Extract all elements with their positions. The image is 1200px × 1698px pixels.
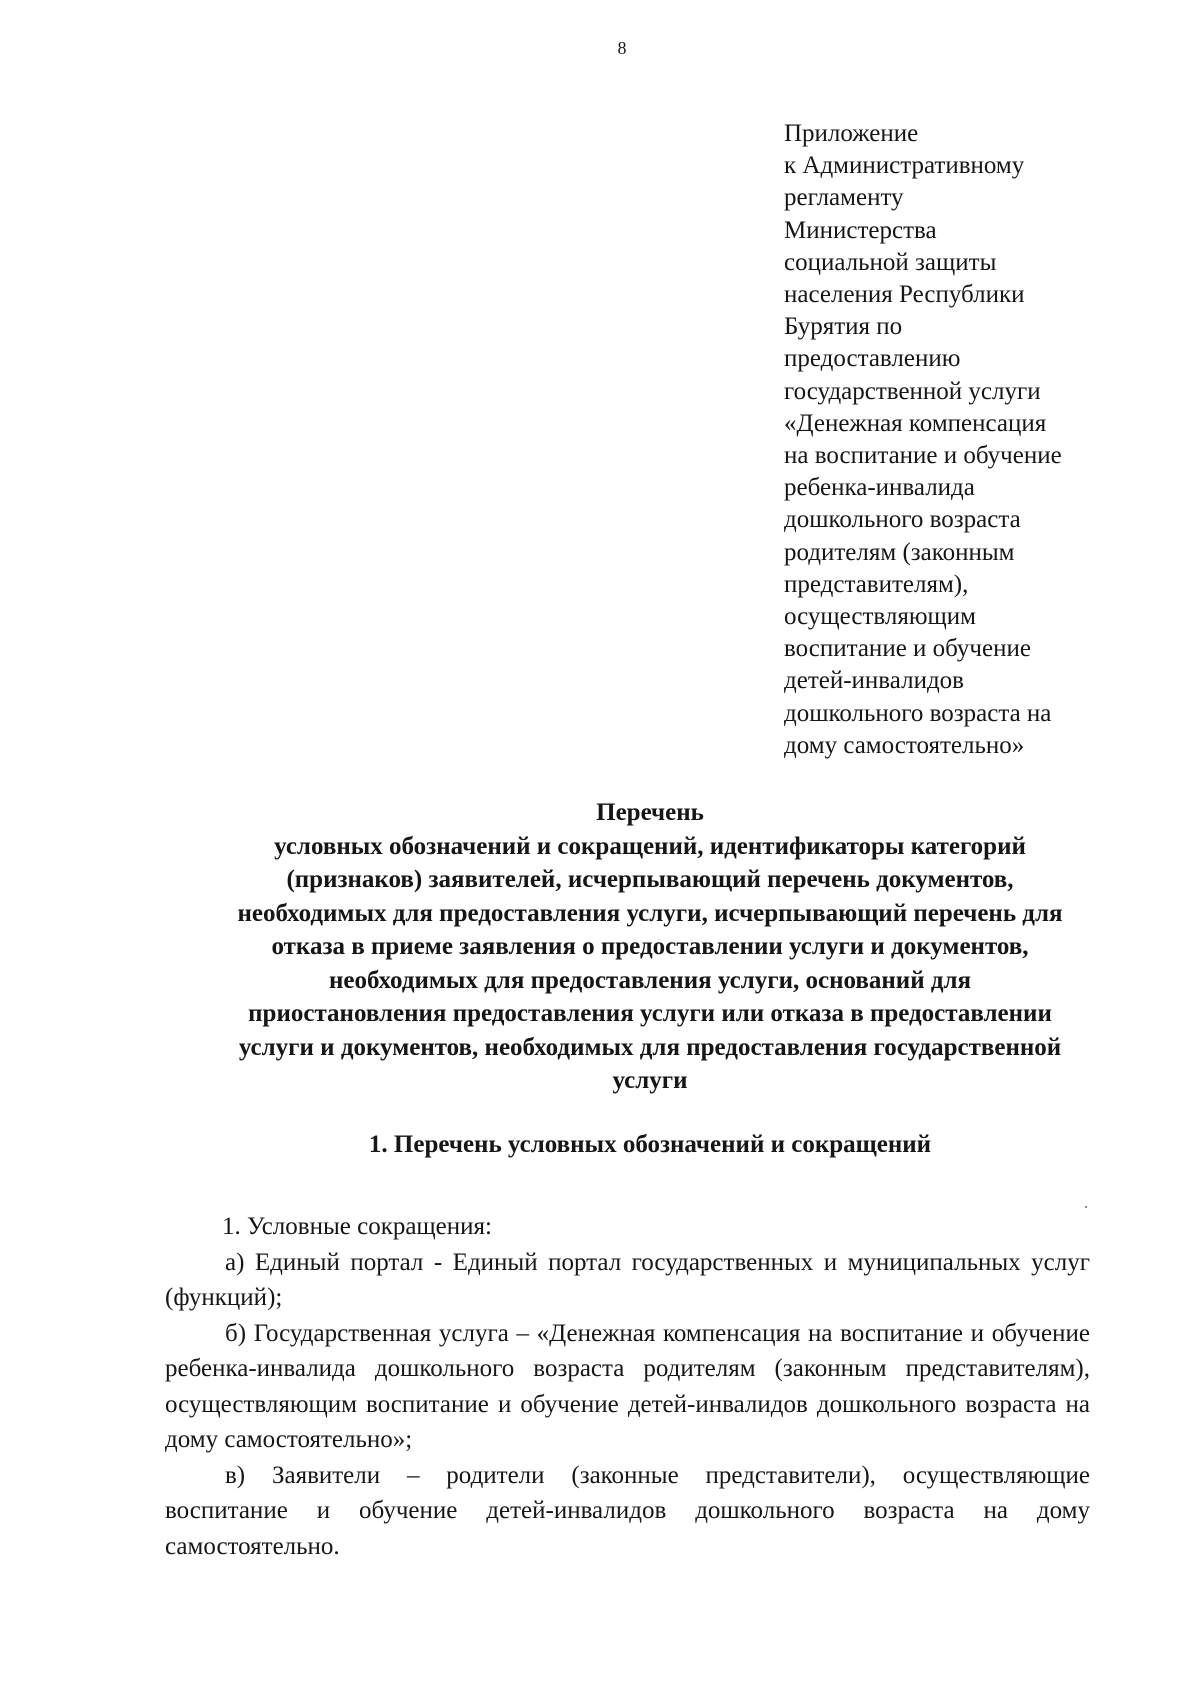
appendix-note	[784, 118, 1104, 762]
appendix-line: Министерства	[784, 216, 937, 244]
appendix-line: к Административному	[784, 152, 1025, 180]
appendix-line: Бурятия по	[784, 313, 903, 341]
title-line: услуги	[612, 1067, 688, 1094]
appendix-line: социальной защиты	[784, 248, 997, 276]
appendix-line: детей-инвалидов	[784, 667, 964, 695]
list-item: а) Единый портал - Единый портал государственных и муниципальных услуг (функций);	[165, 1248, 1090, 1311]
document-title	[150, 796, 1150, 1098]
appendix-line: дошкольного возраста на	[784, 699, 1052, 727]
list-item: в) Заявители – родители (законные представители), осуществляющие воспитание и обучение детей-инвалидов дошкольного возраста на дому самостоятельно.	[165, 1461, 1090, 1560]
title-line: услуги и документов, необходимых для предоставления государственной	[238, 1033, 1062, 1061]
page-number: 8	[617, 38, 627, 58]
appendix-line: родителям (законным	[784, 538, 1015, 566]
appendix-line: дому самостоятельно»	[784, 731, 1025, 759]
appendix-line: Приложение	[784, 120, 919, 147]
title-line: Перечень	[596, 799, 704, 826]
appendix-line: осуществляющим	[784, 603, 976, 631]
title-line: отказа в приеме заявления о предоставлении услуги и документов,	[271, 933, 1029, 960]
title-line: условных обозначений и сокращений, идентификаторы категорий	[274, 832, 1026, 860]
title-line: (признаков) заявителей, исчерпывающий перечень документов,	[286, 866, 1014, 893]
list-intro: 1. Условные сокращения:	[222, 1213, 492, 1240]
appendix-line: населения Республики	[784, 281, 1025, 309]
appendix-line: дошкольного возраста	[784, 506, 1021, 534]
body-text	[165, 1209, 1090, 1564]
scan-speck	[1085, 1206, 1087, 1208]
title-line: приостановления предоставления услуги или отказа в предоставлении	[248, 1000, 1052, 1027]
title-line: необходимых для предоставления услуги, оснований для	[328, 966, 972, 994]
appendix-line: «Денежная компенсация	[784, 409, 1047, 437]
appendix-line: представителям),	[784, 570, 969, 598]
appendix-line: регламенту	[784, 184, 904, 212]
appendix-line: государственной услуги	[784, 377, 1041, 405]
appendix-line: воспитание и обучение	[784, 635, 1031, 663]
appendix-line: предоставлению	[784, 345, 961, 373]
appendix-line: ребенка-инвалида	[784, 474, 975, 502]
title-line: необходимых для предоставления услуги, исчерпывающий перечень для	[237, 899, 1063, 927]
section-heading: 1. Перечень условных обозначений и сокращений	[368, 1131, 932, 1158]
appendix-line: на воспитание и обучение	[784, 442, 1062, 470]
list-item: б) Государственная услуга – «Денежная компенсация на воспитание и обучение ребенка-инвалида дошкольного возраста родителям (законным представителям), осуществляющим воспитание и обучение детей-инвалидов дошкольного возраста на дому самостоятельно»;	[165, 1319, 1090, 1453]
